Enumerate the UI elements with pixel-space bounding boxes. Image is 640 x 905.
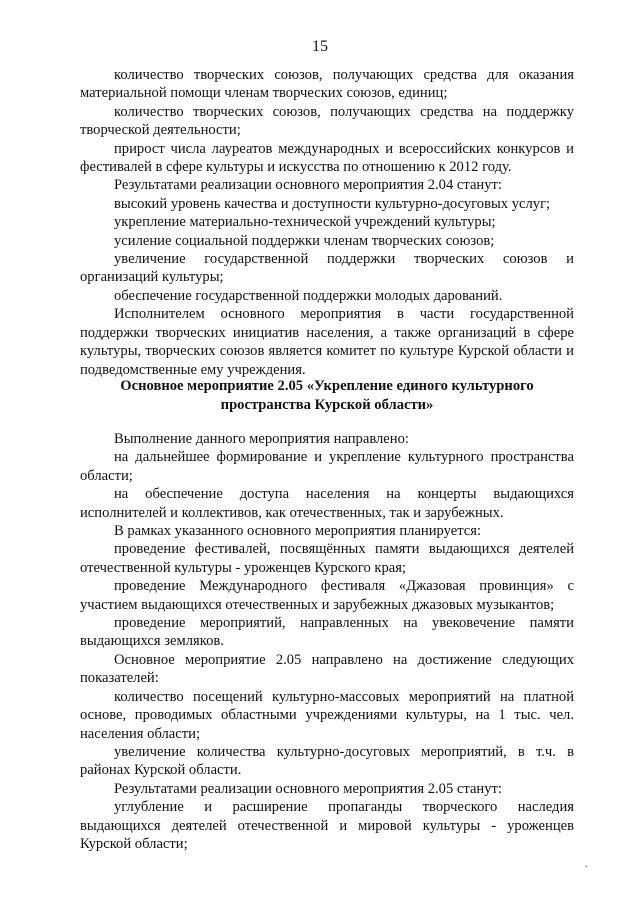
paragraph: прирост числа лауреатов международных и всероссийских конкурсов и фестивалей в сфере культуры и искусства по отношению к 2012 году. — [80, 140, 574, 176]
paragraph: количество творческих союзов, получающих средства для оказания материальной помощи членам творческих союзов, единиц; — [80, 67, 574, 102]
paragraph: Исполнителем основного мероприятия в части государственной поддержки творческих инициатив населения, а также организаций в сфере культуры, творческих союзов является комитет по культуре Курской области и подведомственные ему учреждения. — [80, 306, 574, 378]
section-heading — [80, 377, 574, 415]
top-text-block — [80, 66, 574, 379]
paragraph: высокий уровень качества и доступности культурно-досуговых услуг; — [114, 195, 551, 212]
paragraph: углубление и расширение пропаганды творческого наследия выдающихся деятелей отечественной и мировой культуры - уроженцев Курской области; — [80, 799, 574, 852]
paragraph: В рамках указанного основного мероприятия планируется: — [114, 523, 482, 540]
paragraph: увеличение количества культурно-досуговых мероприятий, в т.ч. в районах Курской области. — [80, 743, 574, 779]
paragraph: проведение мероприятий, направленных на увековечение памяти выдающихся земляков. — [80, 615, 574, 650]
paragraph: количество творческих союзов, получающих средства на поддержку творческой деятельности; — [80, 103, 574, 139]
paragraph: Результатами реализации основного мероприятия 2.04 станут: — [114, 177, 502, 194]
paragraph: увеличение государственной поддержки творческих союзов и организаций культуры; — [80, 251, 574, 286]
paragraph: проведение Международного фестиваля «Джазовая провинция» с участием выдающихся отечественных и зарубежных джазовых музыкантов; — [80, 578, 574, 613]
paragraph: на дальнейшее формирование и укрепление культурного пространства области; — [80, 449, 574, 484]
paragraph: укрепление материально-технической учреждений культуры; — [114, 214, 496, 231]
paragraph: обеспечение государственной поддержки молодых дарований. — [114, 287, 503, 304]
heading-line: Основное мероприятие 2.05 «Укрепление единого культурного — [120, 378, 534, 394]
bottom-text-block — [80, 430, 574, 853]
page-number: 15 — [312, 38, 328, 55]
paragraph: проведение фестивалей, посвящённых памяти выдающихся деятелей отечественной культуры - уроженцев Курского края; — [80, 541, 574, 576]
paragraph: Результатами реализации основного мероприятия 2.05 станут: — [114, 780, 502, 797]
paragraph: усиление социальной поддержки членам творческих союзов; — [114, 232, 495, 249]
paragraph: на обеспечение доступа населения на концерты выдающихся исполнителей и коллективов, как отечественных, так и зарубежных. — [80, 486, 574, 521]
paragraph: количество посещений культурно-массовых мероприятий на платной основе, проводимых областными учреждениями культуры, на 1 тыс. чел. населения области; — [80, 688, 574, 742]
heading-line: пространства Курской области» — [220, 397, 434, 413]
margin-mark: · — [584, 862, 588, 873]
paragraph: Основное мероприятие 2.05 направлено на достижение следующих показателей: — [80, 651, 574, 687]
paragraph: Выполнение данного мероприятия направлено: — [114, 431, 409, 447]
